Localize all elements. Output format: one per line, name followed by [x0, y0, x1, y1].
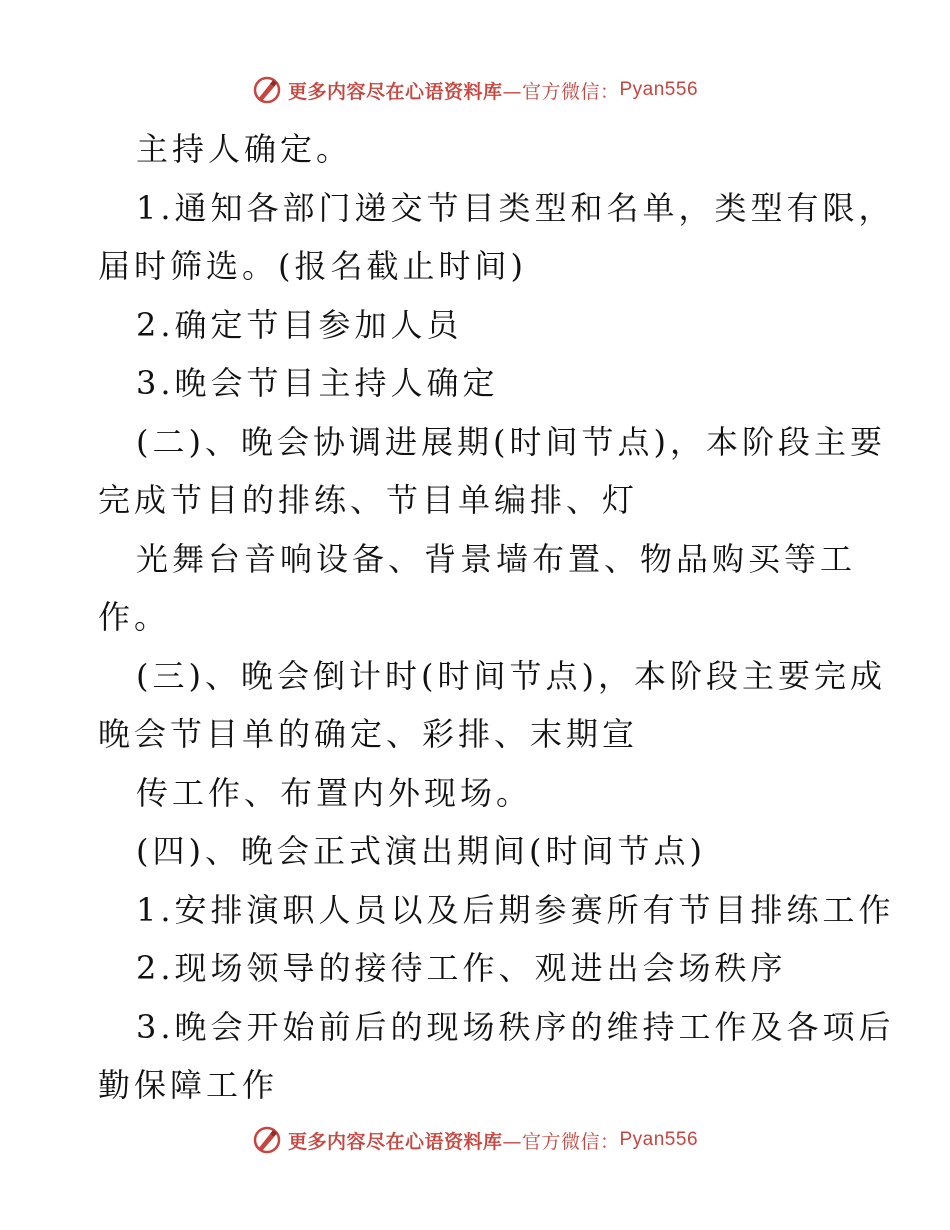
document-body — [98, 120, 895, 1115]
paragraph-line: 勤保障工作 — [98, 1066, 279, 1104]
banner-dash-text: —官方微信： — [502, 80, 620, 103]
pen-logo-icon — [252, 75, 282, 105]
paragraph-line: 光舞台音响设备、背景墙布置、物品购买等工 — [136, 539, 857, 578]
paragraph-line: 作。 — [98, 598, 171, 636]
header-banner — [0, 70, 950, 110]
section-heading-line: (三)、晚会倒计时(时间节点)，本阶段主要完成 — [136, 656, 886, 695]
banner-id-text: Pyan556 — [619, 1129, 699, 1150]
banner-main-text: 更多内容尽在心语资料库 — [287, 80, 503, 103]
paragraph-line: 完成节目的排练、节目单编排、灯 — [98, 481, 639, 519]
paragraph-line: 2.确定节目参加人员 — [136, 305, 463, 344]
paragraph-line: 2.现场领导的接待工作、观进出会场秩序 — [136, 949, 787, 987]
paragraph-line: 1.通知各部门递交节目类型和名单，类型有限， — [136, 188, 895, 227]
paragraph-line: 3.晚会节目主持人确定 — [136, 364, 499, 402]
pen-logo-icon — [252, 1125, 282, 1155]
paragraph-line: 届时筛选。(报名截止时间) — [98, 247, 527, 285]
paragraph-line: 3.晚会开始前后的现场秩序的维持工作及各项后 — [136, 1007, 895, 1046]
banner-main-text: 更多内容尽在心语资料库 — [287, 1130, 503, 1153]
paragraph-line: 1.安排演职人员以及后期参赛所有节目排练工作 — [136, 890, 895, 929]
footer-banner — [0, 1120, 950, 1160]
section-heading-line: (四)、晚会正式演出期间(时间节点) — [136, 832, 706, 870]
banner-id-text: Pyan556 — [619, 79, 699, 100]
section-heading-line: (二)、晚会协调进展期(时间节点)，本阶段主要 — [136, 422, 886, 461]
banner-dash-text: —官方微信： — [502, 1130, 620, 1153]
paragraph-line: 传工作、布置内外现场。 — [136, 773, 533, 812]
paragraph-line: 晚会节目单的确定、彩排、末期宣 — [98, 715, 639, 753]
paragraph-line: 主持人确定。 — [136, 130, 353, 168]
